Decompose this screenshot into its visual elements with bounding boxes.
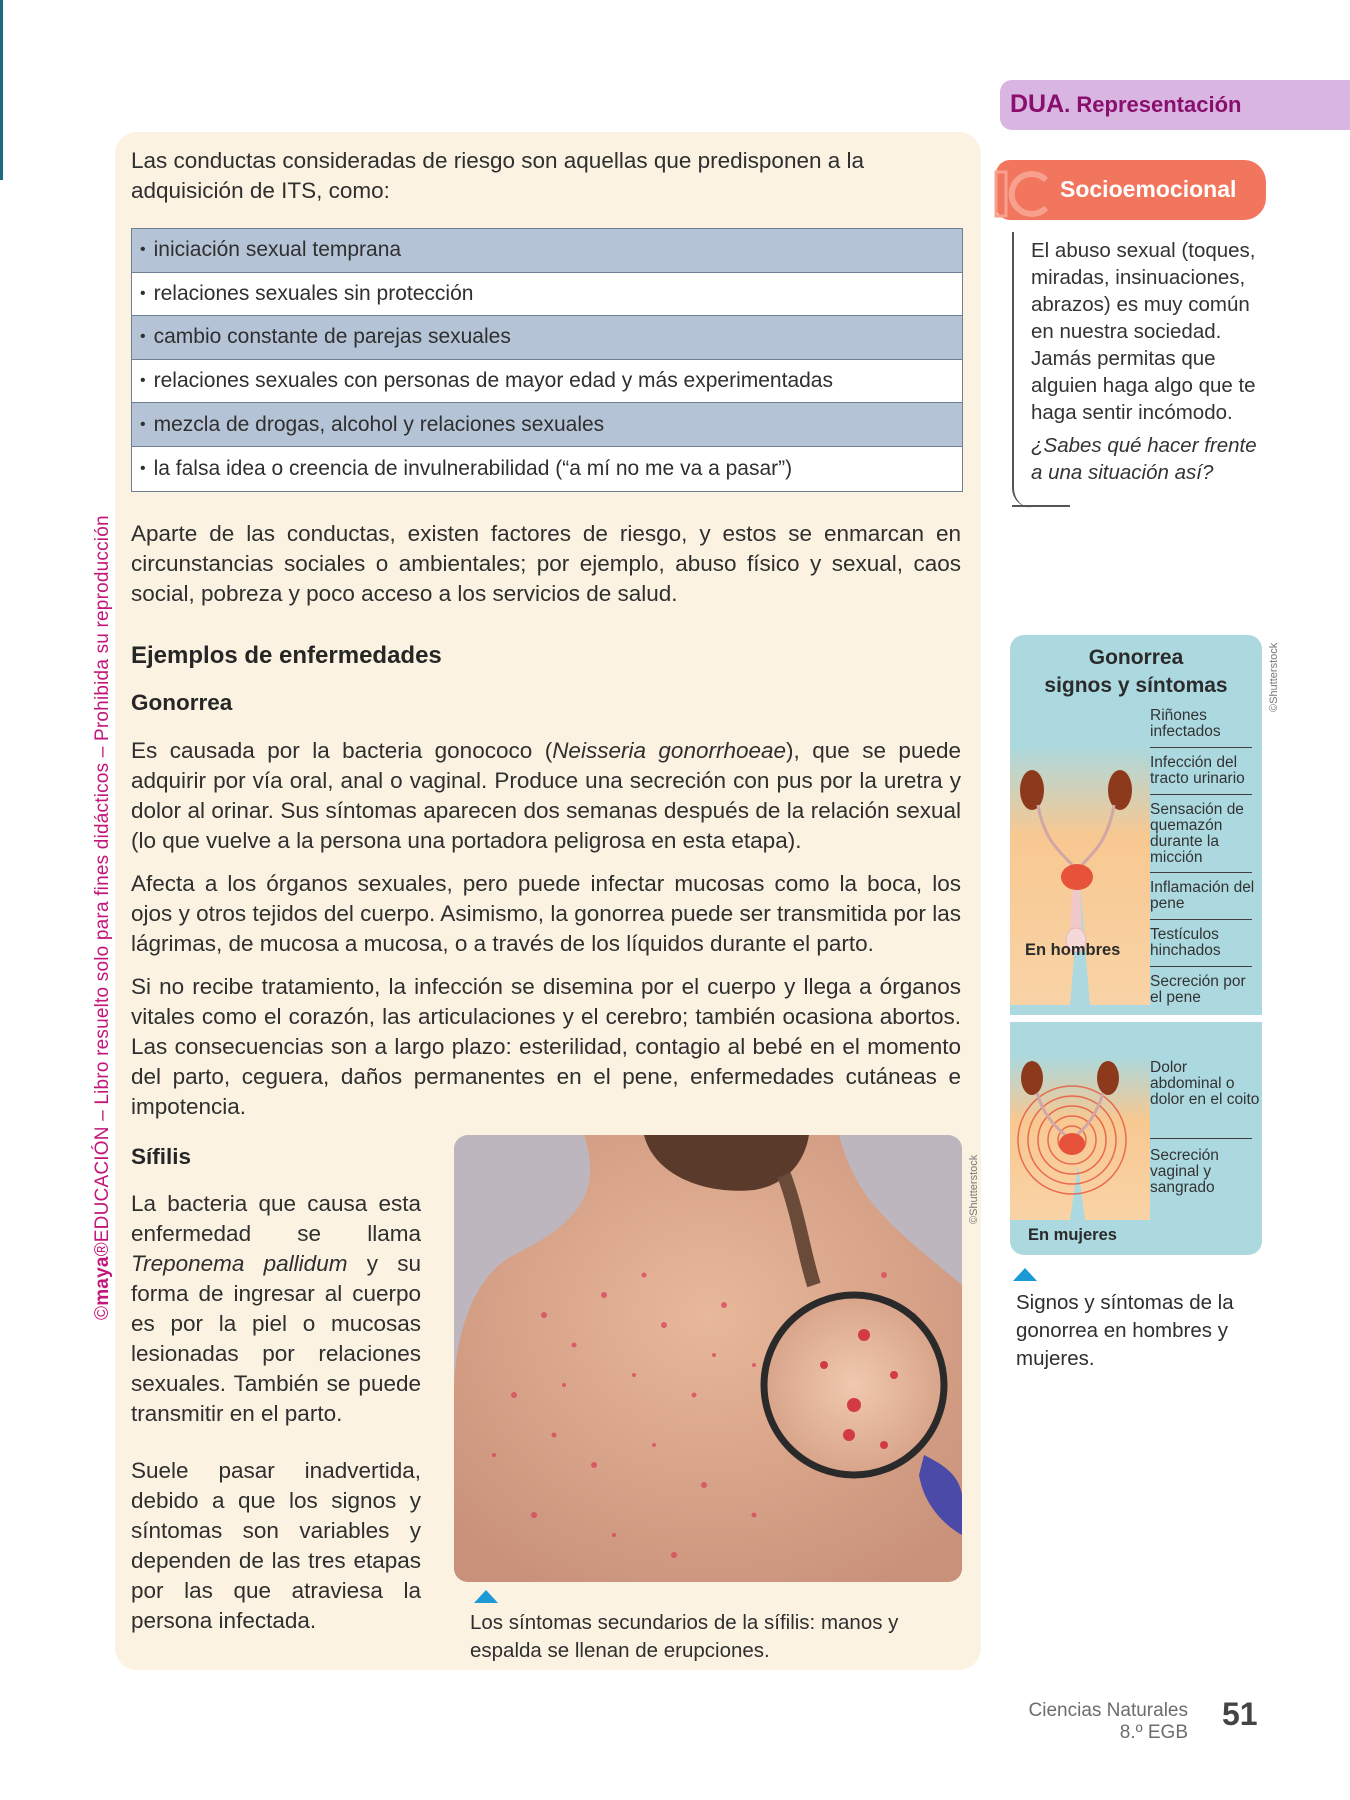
symptom-divider xyxy=(1150,747,1252,748)
symptom-divider xyxy=(1150,919,1252,920)
table-row: • cambio constante de parejas sexuales xyxy=(132,316,962,360)
photo-credit: ©Shutterstock xyxy=(968,1154,980,1224)
symptom-men: Testículos hinchados xyxy=(1150,926,1221,959)
photo-caption: Los síntomas secundarios de la sífilis: manos y espalda se llenan de erupciones. xyxy=(470,1611,899,1662)
gonorrea-paragraph-2: Afecta a los órganos sexuales, pero puede infectar mucosas como la boca, los ojos y otros tejidos del cuerpo. Asimismo, la gonorrea puede ser transmitida por las lágrimas, de mucosa a mucosa, o a través de los líquidos durante el parto. xyxy=(131,871,961,956)
symptom-men: Infección del tracto urinario xyxy=(1150,754,1245,787)
infographic-caption: Signos y síntomas de la gonorrea en hombres y mujeres. xyxy=(1016,1291,1234,1370)
socioemocional-question: ¿Sabes qué hacer frente a una situación así? xyxy=(1031,434,1257,484)
sifilis-paragraph-1: La bacteria que causa esta enfermedad se llama Treponema pallidum y su forma de ingresar al cuerpo es por la piel o mucosas lesionadas por relaciones sexuales. También se puede transmitir en el parto. xyxy=(131,1191,421,1426)
symptom-divider xyxy=(1150,1138,1252,1139)
caption-pointer-icon xyxy=(474,1590,498,1603)
intro-paragraph: Las conductas consideradas de riesgo son aquellas que predisponen a la adquisición de ITS, como: xyxy=(131,148,865,203)
symptom-women: Dolor abdominal o dolor en el coito xyxy=(1150,1059,1260,1108)
symptom-divider xyxy=(1150,966,1252,967)
syphilis-rash-photo xyxy=(454,1135,962,1582)
caption-pointer-icon xyxy=(1013,1268,1037,1281)
dua-title: DUA. Representación xyxy=(1010,90,1242,118)
socioemocional-text: El abuso sexual (toques, miradas, insinuaciones, abrazos) es muy común en nuestra sociedad. Jamás permitas que alguien haga algo que te haga sentir incómodo. xyxy=(1031,239,1256,424)
table-row: • mezcla de drogas, alcohol y relaciones sexuales xyxy=(132,403,962,447)
risk-behaviors-table xyxy=(131,228,963,492)
female-urinary-system-illustration xyxy=(1010,1045,1150,1220)
left-edge-rule xyxy=(0,0,3,180)
table-row: • relaciones sexuales sin protección xyxy=(132,273,962,317)
sifilis-paragraph-2: Suele pasar inadvertida, debido a que los signos y síntomas son variables y dependen de las tres etapas por las que atraviesa la persona infectada. xyxy=(131,1458,421,1633)
symptom-men: Riñones infectados xyxy=(1150,707,1221,740)
gonorrea-paragraph-1: Es causada por la bacteria gonococo (Neisseria gonorrhoeae), que se puede adquirir por vía oral, anal o vaginal. Produce una secreción con pus por la uretra y dolor al orinar. Sus síntomas aparecen dos semanas después de la relación sexual (lo que vuelve a la persona una portadora peligrosa en esta etapa). xyxy=(131,738,961,853)
syphilis-rash-illustration xyxy=(454,1135,962,1582)
footer-subject: Ciencias Naturales 8.º EGB xyxy=(1028,1700,1188,1743)
symptom-women: Secreción vaginal y sangrado xyxy=(1150,1147,1219,1196)
symptom-men: Sensación de quemazón durante la micción xyxy=(1150,801,1244,866)
table-row: • relaciones sexuales con personas de mayor edad y más experimentadas xyxy=(132,360,962,404)
women-label: En mujeres xyxy=(1028,1226,1117,1244)
examples-heading: Ejemplos de enfermedades xyxy=(131,642,442,669)
copyright-notice: ©maya®EDUCACIÓN – Libro resuelto solo para fines didácticos – Prohibida su reproducción xyxy=(92,515,113,1320)
gonorrea-heading: Gonorrea xyxy=(131,690,233,715)
male-urinary-system-illustration xyxy=(1010,705,1150,1005)
infographic-credit: ©Shutterstock xyxy=(1268,642,1280,712)
socioemocional-title: Socioemocional xyxy=(1060,176,1237,202)
table-row: • iniciación sexual temprana xyxy=(132,229,962,273)
page-number: 51 xyxy=(1222,1696,1258,1732)
socioemocional-box-underline xyxy=(1012,505,1070,507)
ic-badge-icon xyxy=(994,168,1054,220)
sifilis-heading: Sífilis xyxy=(131,1144,192,1169)
gonorrea-paragraph-3: Si no recibe tratamiento, la infección se disemina por el cuerpo y llega a órganos vitales como el corazón, las articulaciones y el cerebro; también ocasiona abortos. Las consecuencias son a largo plazo: esterilidad, contagio al bebé en el momento del parto, ceguera, daños permanentes en el pene, enfermedades cutáneas e impotencia. xyxy=(131,974,961,1119)
symptom-men: Inflamación del pene xyxy=(1150,879,1255,912)
symptom-divider xyxy=(1150,872,1252,873)
table-row: • la falsa idea o creencia de invulnerabilidad (“a mí no me va a pasar”) xyxy=(132,447,962,491)
risk-factors-paragraph: Aparte de las conductas, existen factores de riesgo, y estos se enmarcan en circunstancias sociales o ambientales; por ejemplo, abuso físico y sexual, caos social, pobreza y poco acceso a los servicios de salud. xyxy=(131,521,961,606)
symptom-men: Secreción por el pene xyxy=(1150,973,1246,1006)
symptom-divider xyxy=(1150,794,1252,795)
infographic-title: Gonorrea signos y síntomas xyxy=(1044,646,1228,697)
men-label: En hombres xyxy=(1025,941,1121,959)
